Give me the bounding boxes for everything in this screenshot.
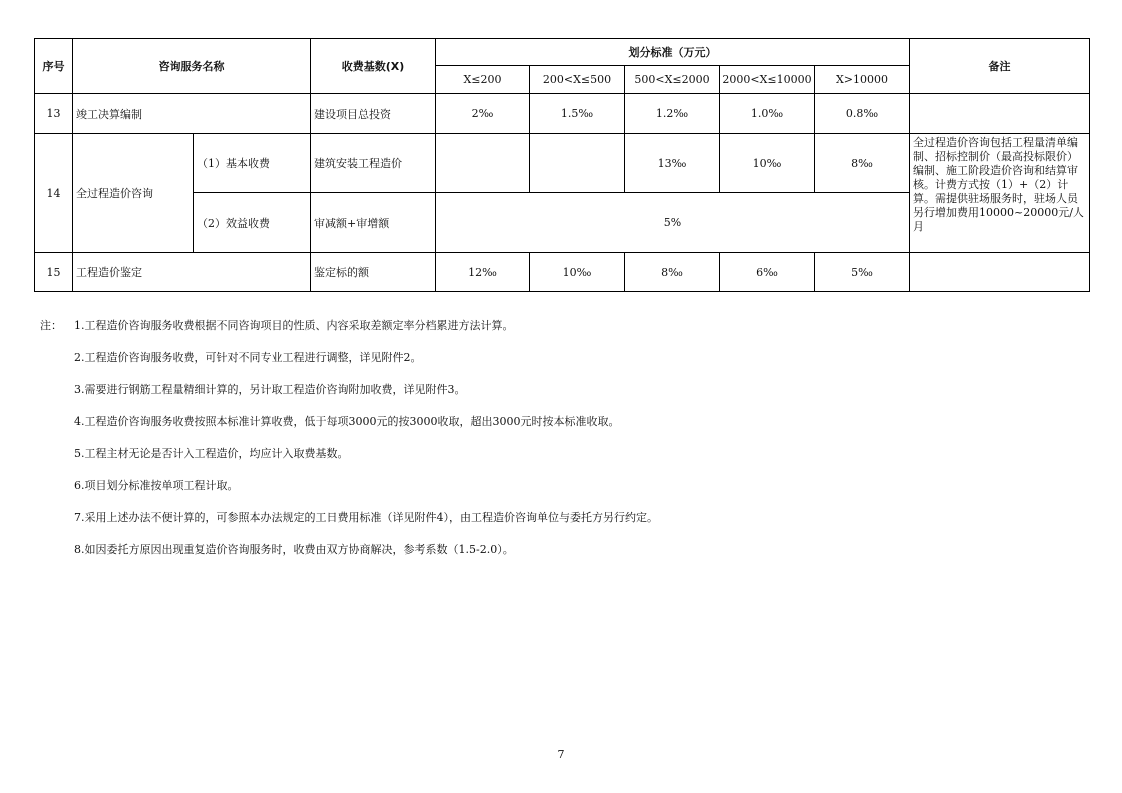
header-range-1: X≤200 — [436, 66, 530, 94]
note-item — [40, 478, 658, 494]
row-rate — [530, 134, 625, 193]
row-rate: 10‰ — [720, 134, 815, 193]
note-text: 2.工程造价咨询服务收费，可针对不同专业工程进行调整，详见附件2。 — [74, 351, 422, 364]
row-rate: 12‰ — [436, 253, 530, 292]
note-text: 6.项目划分标准按单项工程计取。 — [74, 479, 239, 492]
row-fee-base: 鉴定标的额 — [311, 253, 436, 292]
header-service-name: 咨询服务名称 — [73, 39, 311, 94]
sub-item-name: （2）效益收费 — [194, 193, 311, 253]
header-remarks: 备注 — [910, 39, 1090, 94]
header-range-2: 200<X≤500 — [530, 66, 625, 94]
header-range-4: 2000<X≤10000 — [720, 66, 815, 94]
note-text: 5.工程主材无论是否计入工程造价，均应计入取费基数。 — [74, 447, 349, 460]
notes-section — [40, 318, 658, 574]
row-rate: 8‰ — [625, 253, 720, 292]
header-range-5: X>10000 — [815, 66, 910, 94]
row-rate: 6‰ — [720, 253, 815, 292]
header-fee-base: 收费基数(X) — [311, 39, 436, 94]
row-service-name: 竣工决算编制 — [73, 94, 311, 134]
row-rate: 1.5‰ — [530, 94, 625, 134]
row-rate: 10‰ — [530, 253, 625, 292]
note-text: 8.如因委托方原因出现重复造价咨询服务时，收费由双方协商解决，参考系数（1.5-2.0）。 — [74, 543, 514, 556]
note-item — [40, 542, 658, 558]
row-seq: 14 — [35, 134, 73, 253]
row-rate: 8‰ — [815, 134, 910, 193]
row-seq: 13 — [35, 94, 73, 134]
note-text: 4.工程造价咨询服务收费按照本标准计算收费，低于每项3000元的按3000收取，超出3000元时按本标准收取。 — [74, 415, 620, 428]
row-seq: 15 — [35, 253, 73, 292]
row-rate: 5‰ — [815, 253, 910, 292]
row-fee-base: 建筑安装工程造价 — [311, 134, 436, 193]
page-number: 7 — [557, 748, 565, 761]
note-item — [40, 510, 658, 526]
table-row — [35, 253, 1090, 292]
row-rate: 1.0‰ — [720, 94, 815, 134]
row-remarks — [910, 94, 1090, 134]
header-range-3: 500<X≤2000 — [625, 66, 720, 94]
note-item — [40, 350, 658, 366]
note-item — [40, 318, 658, 334]
row-service-name: 全过程造价咨询 — [73, 134, 194, 253]
row-rate: 0.8‰ — [815, 94, 910, 134]
header-row-1 — [35, 39, 1090, 66]
note-item — [40, 414, 658, 430]
row-remarks: 全过程造价咨询包括工程量清单编制、招标控制价（最高投标限价）编制、施工阶段造价咨询和结算审核。计费方式按（1）+（2）计算。需提供驻场服务时，驻场人员另行增加费用10000~20000元/人月 — [910, 134, 1090, 253]
row-rate: 13‰ — [625, 134, 720, 193]
note-item — [40, 382, 658, 398]
note-text: 7.采用上述办法不便计算的，可参照本办法规定的工日费用标准（详见附件4），由工程造价咨询单位与委托方另行约定。 — [74, 511, 658, 524]
table-row — [35, 134, 1090, 193]
row-fee-base: 审减额+审增额 — [311, 193, 436, 253]
sub-item-name: （1）基本收费 — [194, 134, 311, 193]
note-text: 1.工程造价咨询服务收费根据不同咨询项目的性质、内容采取差额定率分档累进方法计算。 — [74, 319, 514, 332]
note-item — [40, 446, 658, 462]
header-division-standard: 划分标准（万元） — [436, 39, 910, 66]
note-text: 3.需要进行钢筋工程量精细计算的，另计取工程造价咨询附加收费，详见附件3。 — [74, 383, 466, 396]
header-seq: 序号 — [35, 39, 73, 94]
row-service-name: 工程造价鉴定 — [73, 253, 311, 292]
fee-standard-table — [34, 38, 1090, 292]
table-row — [35, 94, 1090, 134]
notes-label: 注： — [40, 319, 62, 332]
row-fee-base: 建设项目总投资 — [311, 94, 436, 134]
row-remarks — [910, 253, 1090, 292]
row-rate: 5% — [436, 193, 910, 253]
row-rate — [436, 134, 530, 193]
row-rate: 2‰ — [436, 94, 530, 134]
row-rate: 1.2‰ — [625, 94, 720, 134]
